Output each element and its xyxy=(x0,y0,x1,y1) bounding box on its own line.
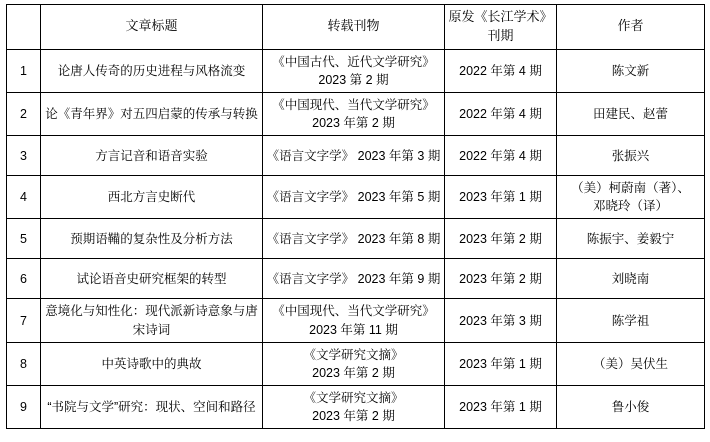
journal-line: 《语言文字学》 2023 年第 9 期 xyxy=(266,271,441,286)
reprint-records-table xyxy=(6,4,705,429)
row-author xyxy=(557,385,705,428)
table-body xyxy=(7,49,705,429)
row-author xyxy=(557,136,705,176)
row-journal xyxy=(263,219,445,259)
row-journal xyxy=(263,385,445,428)
row-author xyxy=(557,176,705,219)
journal-line: 《语言文字学》 2023 年第 3 期 xyxy=(266,148,441,163)
row-origin xyxy=(445,49,557,92)
row-index: 7 xyxy=(7,299,41,342)
origin-line: 2022 年第 4 期 xyxy=(459,107,542,121)
row-author xyxy=(557,219,705,259)
origin-line: 2022 年第 4 期 xyxy=(459,148,542,163)
row-index: 6 xyxy=(7,259,41,299)
table-header xyxy=(7,5,705,50)
header-author: 作者 xyxy=(557,5,705,50)
author-line: 邓晓玲（译） xyxy=(592,199,668,214)
header-origin: 原发《长江学术》刊期 xyxy=(445,5,557,50)
row-index: 1 xyxy=(7,49,41,92)
row-author xyxy=(557,299,705,342)
row-title: 方言记音和语音实验 xyxy=(41,136,263,176)
row-origin xyxy=(445,92,557,135)
row-origin xyxy=(445,385,557,428)
row-index: 8 xyxy=(7,342,41,385)
row-title: 意境化与知性化：现代派新诗意象与唐宋诗词 xyxy=(41,299,263,342)
header-journal: 转载刊物 xyxy=(263,5,445,50)
journal-line: 2023 年第 11 期 xyxy=(309,322,398,337)
table-row xyxy=(7,385,705,428)
row-title: 预期语鞴的复杂性及分析方法 xyxy=(41,219,263,259)
row-journal xyxy=(263,342,445,385)
author-line: 鲁小俊 xyxy=(611,400,650,414)
origin-line: 2023 年第 2 期 xyxy=(459,271,542,286)
journal-line: 《文学研究文摘》 xyxy=(303,390,404,405)
journal-line: 2023 第 2 期 xyxy=(318,72,389,87)
journal-line: 《中国现代、当代文学研究》 xyxy=(272,97,435,112)
journal-line: 2023 年第 2 期 xyxy=(312,365,395,380)
row-journal xyxy=(263,136,445,176)
journal-line: 《文学研究文摘》 xyxy=(303,347,404,362)
author-line: （美）柯蔚南（著）、 xyxy=(571,181,690,196)
row-index: 9 xyxy=(7,385,41,428)
row-origin xyxy=(445,259,557,299)
row-author xyxy=(557,92,705,135)
row-title: 试论语音史研究框架的转型 xyxy=(41,259,263,299)
table-row xyxy=(7,342,705,385)
table-row xyxy=(7,92,705,135)
header-row xyxy=(7,5,705,50)
author-line: 田建民、赵蕾 xyxy=(592,107,668,121)
journal-line: 2023 年第 2 期 xyxy=(312,116,395,131)
author-line: 陈学祖 xyxy=(611,313,650,328)
author-line: 刘晓南 xyxy=(611,271,650,286)
author-line: （美）吴伏生 xyxy=(592,356,668,371)
origin-line: 2023 年第 1 期 xyxy=(459,190,542,205)
row-origin xyxy=(445,176,557,219)
origin-line: 2023 年第 1 期 xyxy=(459,400,542,414)
row-journal xyxy=(263,92,445,135)
table-row xyxy=(7,259,705,299)
row-origin xyxy=(445,299,557,342)
origin-line: 2023 年第 2 期 xyxy=(459,231,542,246)
table-row xyxy=(7,176,705,219)
row-journal xyxy=(263,49,445,92)
row-author xyxy=(557,342,705,385)
row-origin xyxy=(445,219,557,259)
row-index: 4 xyxy=(7,176,41,219)
row-author xyxy=(557,49,705,92)
row-title: 论唐人传奇的历史进程与风格流变 xyxy=(41,49,263,92)
journal-line: 《中国现代、当代文学研究》 xyxy=(272,304,435,319)
row-index: 2 xyxy=(7,92,41,135)
author-line: 陈文新 xyxy=(611,63,650,78)
table-row xyxy=(7,299,705,342)
row-author xyxy=(557,259,705,299)
header-title: 文章标题 xyxy=(41,5,263,50)
row-title: “书院与文学”研究：现状、空间和路径 xyxy=(41,385,263,428)
header-index xyxy=(7,5,41,50)
table-row xyxy=(7,219,705,259)
origin-line: 2023 年第 3 期 xyxy=(459,313,542,328)
row-journal xyxy=(263,176,445,219)
journal-line: 《中国古代、近代文学研究》 xyxy=(272,54,435,69)
table-row xyxy=(7,49,705,92)
journal-line: 2023 年第 2 期 xyxy=(312,409,395,424)
author-line: 陈振宇、姜毅宁 xyxy=(586,231,675,246)
row-title: 中英诗歌中的典故 xyxy=(41,342,263,385)
row-origin xyxy=(445,342,557,385)
row-title: 论《青年界》对五四启蒙的传承与转换 xyxy=(41,92,263,135)
row-journal xyxy=(263,259,445,299)
row-journal xyxy=(263,299,445,342)
row-index: 5 xyxy=(7,219,41,259)
row-title: 西北方言史断代 xyxy=(41,176,263,219)
journal-line: 《语言文字学》 2023 年第 8 期 xyxy=(266,231,441,246)
journal-line: 《语言文字学》 2023 年第 5 期 xyxy=(266,190,441,205)
origin-line: 2022 年第 4 期 xyxy=(459,63,542,78)
row-index: 3 xyxy=(7,136,41,176)
row-origin xyxy=(445,136,557,176)
origin-line: 2023 年第 1 期 xyxy=(459,356,542,371)
table-row xyxy=(7,136,705,176)
author-line: 张振兴 xyxy=(611,148,650,163)
